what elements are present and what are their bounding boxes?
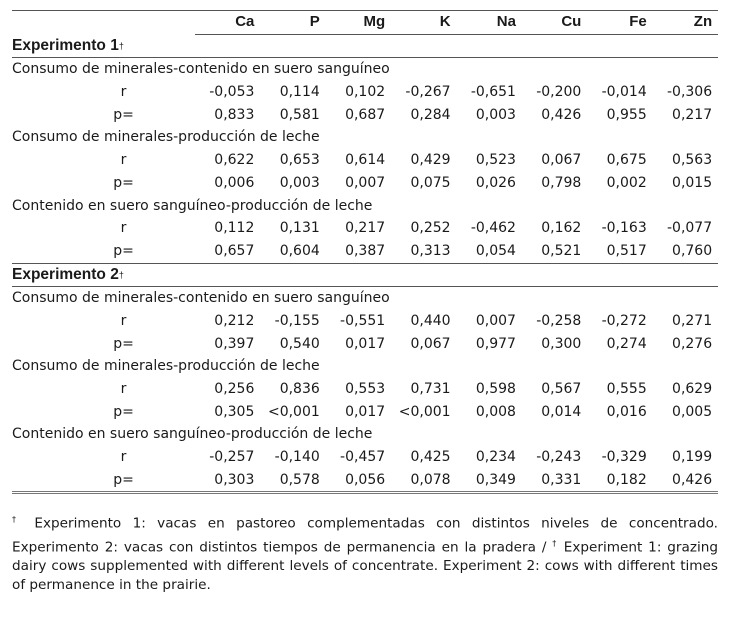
value-cell-k: 0,075 (410, 174, 451, 191)
group-label: Consumo de minerales-contenido en suero sanguíneo (12, 61, 390, 78)
value-cell-fe: 0,002 (606, 174, 647, 191)
value-cell-mg: 0,687 (345, 106, 386, 123)
dagger-mark: † (118, 269, 124, 280)
value-cell-p: -0,155 (274, 312, 320, 329)
group-label: Contenido en suero sanguíneo-producción de leche (12, 197, 373, 214)
group-label: Consumo de minerales-contenido en suero sanguíneo (12, 290, 390, 307)
value-cell-mg: 0,007 (345, 174, 386, 191)
group-label-row (12, 355, 718, 378)
value-cell-fe: -0,329 (601, 449, 647, 466)
value-cell-k: 0,284 (410, 106, 451, 123)
value-cell-k: 0,731 (410, 381, 451, 397)
value-cell-mg: -0,457 (340, 449, 386, 466)
column-header-p: P (309, 13, 320, 30)
value-cell-k: 0,252 (410, 220, 451, 237)
value-cell-p: 0,836 (279, 381, 320, 397)
r-row (12, 81, 718, 104)
value-cell-mg: 0,614 (345, 152, 386, 169)
value-cell-fe: -0,014 (601, 84, 647, 101)
value-cell-mg: -0,551 (340, 312, 386, 329)
value-cell-k: 0,313 (410, 242, 451, 259)
value-cell-na: 0,349 (475, 471, 516, 488)
value-cell-cu: -0,200 (536, 84, 582, 101)
value-cell-zn: 0,563 (672, 152, 713, 169)
value-cell-k: 0,067 (410, 335, 451, 352)
p-label: p= (113, 242, 134, 259)
value-cell-ca: -0,257 (209, 449, 255, 466)
value-cell-ca: 0,006 (214, 174, 255, 191)
value-cell-zn: 0,005 (672, 403, 713, 420)
value-cell-zn: -0,077 (666, 220, 713, 237)
value-cell-p: -0,140 (274, 449, 320, 466)
value-cell-mg: 0,017 (345, 335, 386, 352)
p-label: p= (113, 471, 134, 488)
p-label: p= (113, 403, 134, 420)
value-cell-fe: 0,955 (606, 106, 647, 123)
value-cell-mg: 0,017 (345, 403, 386, 420)
p-label: p= (113, 174, 134, 191)
value-cell-na: 0,007 (475, 312, 516, 329)
value-cell-fe: 0,517 (606, 242, 647, 259)
column-header-ca: Ca (235, 13, 255, 30)
experiment-title: Experimento 1 (12, 36, 119, 54)
value-cell-fe: -0,272 (601, 312, 647, 329)
value-cell-fe: 0,274 (606, 335, 647, 352)
value-cell-na: 0,234 (475, 449, 516, 466)
group-label-row (12, 287, 718, 310)
value-cell-na: 0,054 (475, 242, 516, 259)
column-header-na: Na (496, 13, 516, 30)
p-row (12, 333, 718, 356)
value-cell-p: 0,604 (279, 242, 320, 259)
value-cell-ca: 0,212 (214, 312, 255, 329)
value-cell-p: 0,653 (279, 152, 320, 169)
value-cell-zn: 0,015 (672, 174, 713, 191)
value-cell-cu: -0,258 (536, 312, 582, 329)
r-row (12, 149, 718, 172)
value-cell-na: -0,462 (470, 220, 516, 237)
footnote (12, 510, 718, 595)
p-row (12, 104, 718, 127)
footnote-text-es: Experimento 1: vacas en pastoreo complementadas con distintos niveles de concentrado. Experimento 2: vacas con distintos tiempos de permanencia en la pradera / (12, 515, 718, 556)
group-label-row (12, 423, 718, 446)
group-label: Consumo de minerales-producción de leche (12, 129, 320, 146)
value-cell-cu: 0,300 (541, 335, 582, 352)
value-cell-cu: -0,243 (536, 449, 582, 466)
dagger-mark: † (118, 40, 124, 51)
value-cell-na: 0,003 (475, 106, 516, 123)
value-cell-zn: 0,760 (672, 242, 713, 259)
p-row (12, 401, 718, 424)
value-cell-p: 0,540 (279, 335, 320, 352)
value-cell-zn: 0,426 (672, 471, 713, 488)
value-cell-na: -0,651 (470, 84, 516, 101)
value-cell-cu: 0,426 (541, 106, 582, 123)
value-cell-zn: 0,629 (672, 381, 713, 397)
r-row (12, 217, 718, 240)
group-label-row (12, 58, 718, 81)
value-cell-ca: 0,305 (214, 403, 255, 420)
table-header-row (195, 11, 718, 35)
value-cell-k: 0,440 (410, 312, 451, 329)
value-cell-p: 0,131 (279, 220, 320, 237)
value-cell-k: 0,425 (410, 449, 451, 466)
value-cell-fe: 0,182 (606, 471, 647, 488)
value-cell-fe: 0,675 (606, 152, 647, 169)
column-header-zn: Zn (693, 13, 713, 30)
value-cell-mg: 0,102 (345, 84, 386, 101)
r-row (12, 446, 718, 469)
column-header-k: K (439, 13, 451, 30)
value-cell-na: 0,523 (475, 152, 516, 169)
value-cell-ca: 0,833 (214, 106, 255, 123)
value-cell-mg: 0,056 (345, 471, 386, 488)
value-cell-zn: 0,271 (672, 312, 713, 329)
value-cell-ca: 0,112 (214, 220, 255, 237)
value-cell-ca: 0,303 (214, 471, 255, 488)
r-row (12, 310, 718, 333)
r-label: r (120, 449, 127, 466)
p-row (12, 240, 718, 264)
experiment-heading (12, 264, 718, 288)
value-cell-k: 0,429 (410, 152, 451, 169)
experiment-heading (12, 35, 718, 59)
value-cell-mg: 0,553 (345, 381, 386, 397)
value-cell-na: 0,977 (475, 335, 516, 352)
value-cell-na: 0,008 (475, 403, 516, 420)
column-header-cu: Cu (561, 13, 582, 30)
value-cell-ca: 0,657 (214, 242, 255, 259)
value-cell-p: 0,578 (279, 471, 320, 488)
value-cell-cu: 0,331 (541, 471, 582, 488)
value-cell-mg: 0,217 (345, 220, 386, 237)
value-cell-mg: 0,387 (345, 242, 386, 259)
p-label: p= (113, 106, 134, 123)
value-cell-zn: 0,199 (672, 449, 713, 466)
value-cell-p: <0,001 (267, 403, 320, 420)
correlation-table (12, 10, 718, 494)
value-cell-ca: 0,397 (214, 335, 255, 352)
column-header-fe: Fe (629, 13, 647, 30)
value-cell-p: 0,114 (279, 84, 320, 101)
value-cell-p: 0,581 (279, 106, 320, 123)
p-row (12, 469, 718, 495)
group-label: Contenido en suero sanguíneo-producción de leche (12, 426, 373, 443)
value-cell-k: -0,267 (405, 84, 451, 101)
value-cell-ca: 0,622 (214, 152, 255, 169)
value-cell-cu: 0,014 (541, 403, 582, 420)
value-cell-fe: 0,016 (606, 403, 647, 420)
r-row (12, 378, 718, 401)
footnote-text-en: Experiment 1: grazing dairy cows supplemented with different levels of concentrate. Experiment 2: cows with different times of permanence in the prairie. (12, 539, 718, 594)
column-header-mg: Mg (363, 13, 386, 30)
value-cell-fe: -0,163 (601, 220, 647, 237)
value-cell-cu: 0,567 (541, 381, 582, 397)
dagger-mark: † (12, 515, 24, 524)
value-cell-na: 0,026 (475, 174, 516, 191)
value-cell-na: 0,598 (475, 381, 516, 397)
value-cell-k: <0,001 (398, 403, 451, 420)
value-cell-ca: -0,053 (209, 84, 255, 101)
dagger-mark: † (552, 538, 558, 548)
r-label: r (120, 220, 127, 237)
value-cell-cu: 0,521 (541, 242, 582, 259)
r-label: r (120, 84, 127, 101)
value-cell-cu: 0,162 (541, 220, 582, 237)
value-cell-fe: 0,555 (606, 381, 647, 397)
value-cell-zn: 0,276 (672, 335, 713, 352)
r-label: r (120, 381, 127, 397)
value-cell-p: 0,003 (279, 174, 320, 191)
group-label-row (12, 126, 718, 149)
p-row (12, 172, 718, 195)
value-cell-cu: 0,798 (541, 174, 582, 191)
value-cell-ca: 0,256 (214, 381, 255, 397)
value-cell-cu: 0,067 (541, 152, 582, 169)
r-label: r (120, 312, 127, 329)
group-label: Consumo de minerales-producción de leche (12, 358, 320, 375)
value-cell-zn: 0,217 (672, 106, 713, 123)
value-cell-k: 0,078 (410, 471, 451, 488)
value-cell-zn: -0,306 (666, 84, 713, 101)
p-label: p= (113, 335, 134, 352)
experiment-title: Experimento 2 (12, 265, 119, 283)
group-label-row (12, 195, 718, 218)
r-label: r (120, 152, 127, 169)
